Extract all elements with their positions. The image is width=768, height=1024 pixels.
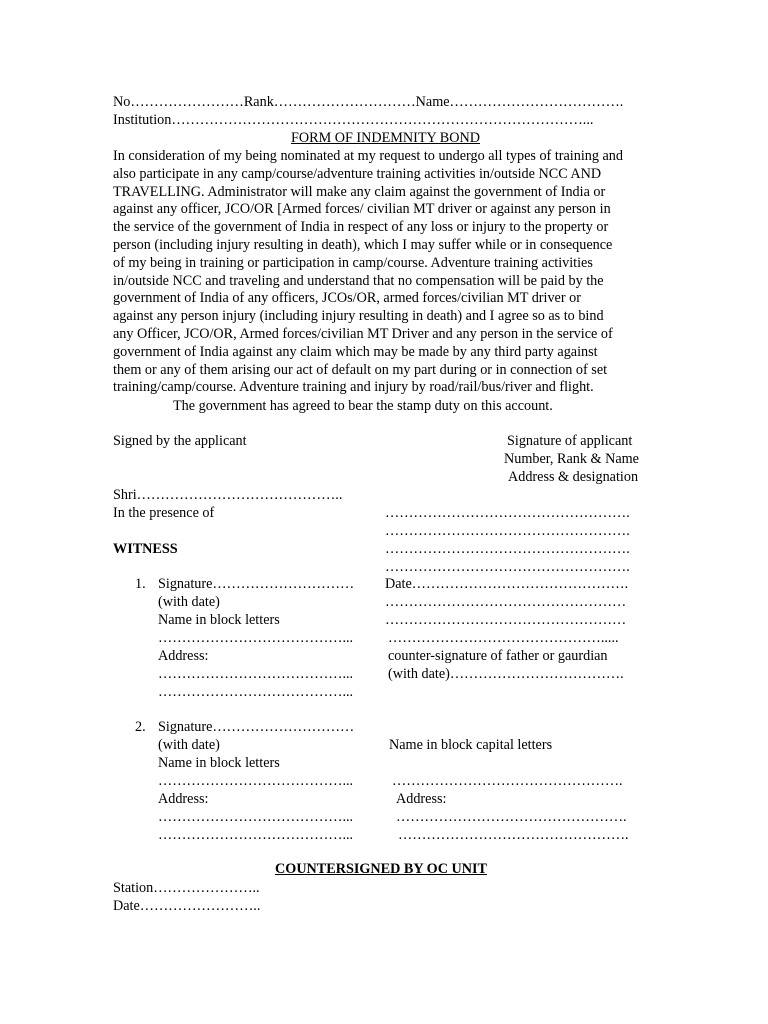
signature-of-applicant-label: Signature of applicant [507,433,633,449]
witness-1-address-line: …………………………………... [158,684,354,700]
consideration-paragraph [113,148,658,397]
witness-1-number: 1. [135,576,146,592]
header-no-rank-name: No……………………Rank…………………………Name………………………………. [113,94,624,110]
witness-1-address-line: …………………………………... [158,666,354,682]
right-dotted-line: ……………………………………………. [385,523,630,539]
right-dotted-line: …………………………………………. [392,773,623,789]
right-dotted-line: ………………………………………..... [388,630,619,646]
right-address-line: …………………………………………. [396,809,627,825]
right-dotted-line: ……………………………………………. [385,559,630,575]
witness-1-with-date: (with date) [158,594,220,610]
stamp-duty-line: The government has agreed to bear the stamp duty on this account. [173,398,553,414]
body-line: person (including injury resulting in death), which I may suffer while or in consequence [113,236,613,253]
number-rank-name-label: Number, Rank & Name [504,451,639,467]
witness-2-address-line: …………………………………... [158,827,354,843]
address-designation-label: Address & designation [508,469,639,485]
body-line: any Officer, JCO/OR, Armed forces/civilian MT Driver and any person in the service of [113,325,613,342]
body-line: against any officer, JCO/OR [Armed forces/ civilian MT driver or against any person in [113,201,611,218]
right-dotted-line: ……………………………………………. [385,505,630,521]
body-line: in/outside NCC and traveling and understand that no compensation will be paid by the [113,272,604,289]
body-line: against any person injury (including injury resulting in death) and I agree so as to bind [113,308,604,325]
witness-2-address-label: Address: [158,791,209,807]
body-line: the service of the government of India in respect of any loss or injury to the property or [113,219,609,236]
witness-1-address-label: Address: [158,648,209,664]
witness-2-name-label: Name in block letters [158,755,280,771]
header-institution: Institution……………………………………………………………………………... [113,112,594,128]
body-line: government of India of any officers, JCOs/OR, armed forces/civilian MT driver or [113,290,581,307]
countersigned-heading: COUNTERSIGNED BY OC UNIT [275,861,487,877]
form-title: FORM OF INDEMNITY BOND [290,130,481,146]
body-line: government of India against any claim which may be made by any third party against [113,343,598,360]
in-presence-label: In the presence of [113,505,215,521]
right-dotted-line: ……………………………………………. [385,541,630,557]
body-line: them or any of them arising our act of default on my part during or in connection of set [113,361,608,378]
witness-2-address-line: …………………………………... [158,809,354,825]
body-line: also participate in any camp/course/adventure training activities in/outside NCC AND [113,165,602,182]
name-block-capital-label: Name in block capital letters [389,737,553,753]
right-dotted-line: …………………………………………… [385,594,627,610]
station-field: Station………………….. [113,880,260,896]
right-dotted-line: …………………………………………… [385,612,627,628]
shri-field: Shri…………………………………….. [113,487,343,503]
body-line: of my being in training or participation in camp/course. Adventure training activities [113,254,593,271]
right-address-label: Address: [396,791,447,807]
witness-2-name-dots: …………………………………... [158,773,354,789]
witness-2-with-date: (with date) [158,737,220,753]
date-field: Date………………………………………. [385,576,629,592]
counter-with-date: (with date)………………………………. [388,666,624,682]
witness-1-name-dots: …………………………………... [158,630,354,646]
witness-2-signature: Signature………………………… [158,719,355,735]
body-line: In consideration of my being nominated at my request to undergo all types of training and [113,148,623,164]
date-field-bottom: Date…………………….. [113,898,261,914]
witness-heading: WITNESS [113,541,178,557]
counter-signature-label: counter-signature of father or gaurdian [388,648,608,664]
witness-2-number: 2. [135,719,146,735]
signed-by-label: Signed by the applicant [113,433,247,449]
body-line: TRAVELLING. Administrator will make any claim against the government of India or [113,183,606,200]
witness-1-signature: Signature………………………… [158,576,355,592]
witness-1-name-label: Name in block letters [158,612,280,628]
body-line: training/camp/course. Adventure training and injury by road/rail/bus/river and flight. [113,379,594,396]
right-address-line: …………………………………………. [398,827,629,843]
